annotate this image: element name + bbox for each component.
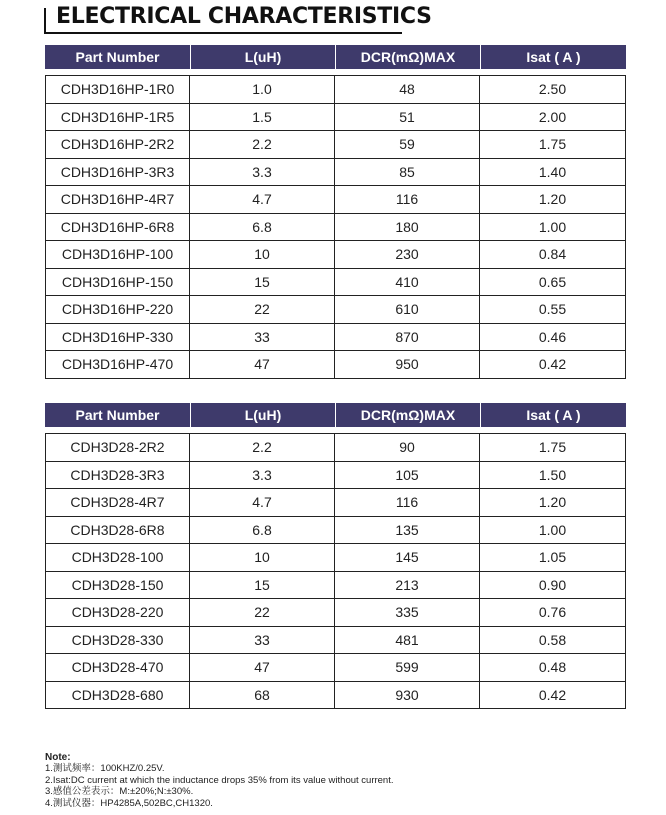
cell-dcr: 870 — [335, 324, 480, 352]
note-line-2: 2.Isat:DC current at which the inductance drops 35% from its value without current. — [45, 774, 394, 786]
cell-isat: 0.42 — [480, 682, 626, 710]
cell-inductance: 4.7 — [190, 489, 335, 517]
table-row — [45, 186, 626, 214]
cell-inductance: 6.8 — [190, 214, 335, 242]
cell-isat: 1.05 — [480, 544, 626, 572]
cell-part-number: CDH3D16HP-4R7 — [45, 186, 190, 214]
header-inductance: L(uH) — [190, 45, 335, 69]
cell-part-number: CDH3D28-3R3 — [45, 462, 190, 490]
cdh3d16hp-table — [45, 45, 626, 379]
cell-isat: 0.48 — [480, 654, 626, 682]
cell-dcr: 116 — [335, 489, 480, 517]
cell-dcr: 85 — [335, 159, 480, 187]
cell-isat: 1.20 — [480, 489, 626, 517]
cell-dcr: 410 — [335, 269, 480, 297]
cell-dcr: 610 — [335, 296, 480, 324]
cell-dcr: 180 — [335, 214, 480, 242]
notes-block — [45, 752, 394, 809]
table-row — [45, 627, 626, 655]
page-title: ELECTRICAL CHARACTERISTICS — [56, 4, 432, 29]
cell-part-number: CDH3D16HP-470 — [45, 351, 190, 379]
table-header-row — [45, 403, 626, 427]
cell-isat: 1.40 — [480, 159, 626, 187]
cell-isat: 0.84 — [480, 241, 626, 269]
cell-dcr: 145 — [335, 544, 480, 572]
cell-inductance: 15 — [190, 572, 335, 600]
cell-part-number: CDH3D16HP-3R3 — [45, 159, 190, 187]
cell-isat: 0.46 — [480, 324, 626, 352]
cell-part-number: CDH3D28-100 — [45, 544, 190, 572]
table-row — [45, 159, 626, 187]
note-line-1: 1.测试频率：100KHZ/0.25V. — [45, 763, 165, 775]
cell-inductance: 1.0 — [190, 75, 335, 104]
table-row — [45, 489, 626, 517]
cell-dcr: 135 — [335, 517, 480, 545]
cell-inductance: 10 — [190, 241, 335, 269]
table-row — [45, 572, 626, 600]
cell-part-number: CDH3D16HP-2R2 — [45, 131, 190, 159]
note-line-3: 3.感值公差表示：M:±20%;N:±30%. — [45, 786, 194, 798]
cell-part-number: CDH3D28-470 — [45, 654, 190, 682]
cell-isat: 0.42 — [480, 351, 626, 379]
cell-dcr: 335 — [335, 599, 480, 627]
cell-dcr: 950 — [335, 351, 480, 379]
cell-isat: 1.20 — [480, 186, 626, 214]
cell-isat: 1.00 — [480, 214, 626, 242]
cell-isat: 0.90 — [480, 572, 626, 600]
cell-isat: 0.58 — [480, 627, 626, 655]
cell-part-number: CDH3D28-4R7 — [45, 489, 190, 517]
cell-inductance: 3.3 — [190, 159, 335, 187]
cell-dcr: 105 — [335, 462, 480, 490]
title-block — [44, 4, 432, 34]
table-row — [45, 241, 626, 269]
header-dcr: DCR(mΩ)MAX — [335, 403, 480, 427]
table-row — [45, 131, 626, 159]
cell-inductance: 4.7 — [190, 186, 335, 214]
cell-dcr: 930 — [335, 682, 480, 710]
cell-inductance: 22 — [190, 296, 335, 324]
cell-inductance: 2.2 — [190, 433, 335, 462]
cell-inductance: 2.2 — [190, 131, 335, 159]
cell-part-number: CDH3D28-680 — [45, 682, 190, 710]
cell-inductance: 68 — [190, 682, 335, 710]
cell-inductance: 10 — [190, 544, 335, 572]
cell-dcr: 481 — [335, 627, 480, 655]
header-isat: Isat ( A ) — [480, 403, 626, 427]
cell-dcr: 116 — [335, 186, 480, 214]
header-part-number: Part Number — [45, 45, 190, 69]
cell-part-number: CDH3D28-150 — [45, 572, 190, 600]
cell-isat: 1.75 — [480, 433, 626, 462]
table-body — [45, 75, 626, 379]
cell-isat: 0.76 — [480, 599, 626, 627]
table-row — [45, 654, 626, 682]
table-row — [45, 599, 626, 627]
cell-inductance: 1.5 — [190, 104, 335, 132]
cell-inductance: 33 — [190, 627, 335, 655]
cell-dcr: 51 — [335, 104, 480, 132]
cell-isat: 0.55 — [480, 296, 626, 324]
table-row — [45, 214, 626, 242]
table-row — [45, 324, 626, 352]
cell-isat: 2.50 — [480, 75, 626, 104]
cell-part-number: CDH3D16HP-330 — [45, 324, 190, 352]
cell-inductance: 47 — [190, 654, 335, 682]
cell-inductance: 3.3 — [190, 462, 335, 490]
cell-isat: 1.75 — [480, 131, 626, 159]
header-part-number: Part Number — [45, 403, 190, 427]
cell-dcr: 90 — [335, 433, 480, 462]
cell-part-number: CDH3D16HP-220 — [45, 296, 190, 324]
note-line-4: 4.测试仪器：HP4285A,502BC,CH1320. — [45, 797, 213, 809]
cell-part-number: CDH3D28-2R2 — [45, 433, 190, 462]
table-row — [45, 351, 626, 379]
cell-inductance: 15 — [190, 269, 335, 297]
cell-part-number: CDH3D28-220 — [45, 599, 190, 627]
table-row — [45, 269, 626, 297]
cell-isat: 1.50 — [480, 462, 626, 490]
cell-dcr: 599 — [335, 654, 480, 682]
table-row — [45, 544, 626, 572]
cell-part-number: CDH3D16HP-6R8 — [45, 214, 190, 242]
title-underline — [44, 32, 402, 34]
table-row — [45, 682, 626, 710]
cell-inductance: 47 — [190, 351, 335, 379]
cell-dcr: 213 — [335, 572, 480, 600]
table-row — [45, 433, 626, 462]
notes-title: Note: — [45, 752, 71, 763]
table-header-row — [45, 45, 626, 69]
cell-dcr: 59 — [335, 131, 480, 159]
cell-isat: 0.65 — [480, 269, 626, 297]
table-row — [45, 296, 626, 324]
cell-part-number: CDH3D28-330 — [45, 627, 190, 655]
table-row — [45, 517, 626, 545]
cell-part-number: CDH3D16HP-1R0 — [45, 75, 190, 104]
cell-dcr: 48 — [335, 75, 480, 104]
cell-part-number: CDH3D16HP-1R5 — [45, 104, 190, 132]
header-inductance: L(uH) — [190, 403, 335, 427]
cell-inductance: 33 — [190, 324, 335, 352]
cell-isat: 1.00 — [480, 517, 626, 545]
cell-part-number: CDH3D16HP-100 — [45, 241, 190, 269]
cell-inductance: 22 — [190, 599, 335, 627]
table-body — [45, 433, 626, 709]
cell-dcr: 230 — [335, 241, 480, 269]
cell-isat: 2.00 — [480, 104, 626, 132]
cell-part-number: CDH3D16HP-150 — [45, 269, 190, 297]
header-isat: Isat ( A ) — [480, 45, 626, 69]
table-row — [45, 104, 626, 132]
table-row — [45, 462, 626, 490]
table-row — [45, 75, 626, 104]
title-corner-line — [44, 8, 46, 34]
cdh3d28-table — [45, 403, 626, 709]
header-dcr: DCR(mΩ)MAX — [335, 45, 480, 69]
cell-part-number: CDH3D28-6R8 — [45, 517, 190, 545]
cell-inductance: 6.8 — [190, 517, 335, 545]
